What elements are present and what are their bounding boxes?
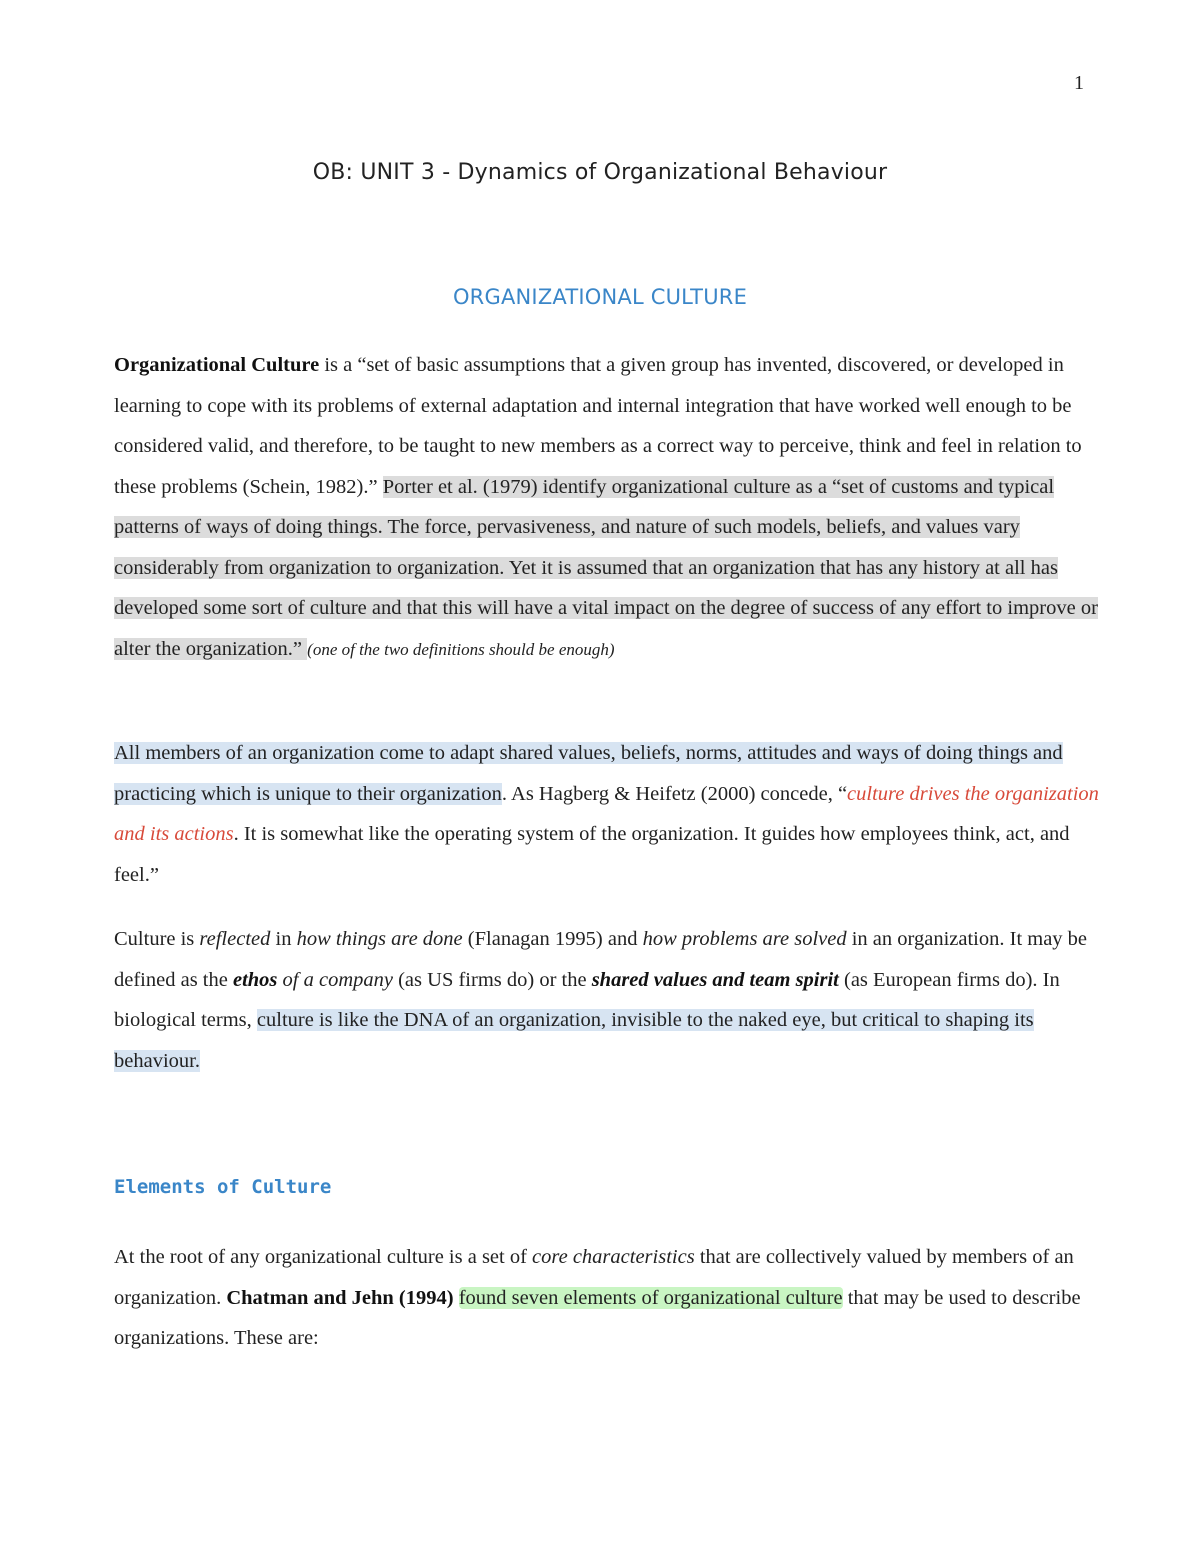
text-segment: that are collectively valued by members of an organization.	[114, 1246, 1074, 1309]
italic-how-problems-solved: how problems are solved	[642, 928, 847, 950]
section-heading: ORGANIZATIONAL CULTURE	[452, 285, 748, 309]
italic-of-a-company: of a company	[282, 968, 393, 991]
bold-chatman-jehn: Chatman and Jehn (1994)	[226, 1286, 454, 1309]
text-segment: in an organization. It may be defined as the	[114, 928, 1088, 991]
text-segment: in	[270, 928, 297, 950]
italic-core-characteristics: core characteristics	[532, 1246, 695, 1268]
operating-system-text: . It is somewhat like the operating system of the organization. It guides how employees think, act, and feel.”	[114, 823, 1070, 886]
page-number: 1	[1074, 72, 1084, 94]
italic-how-things-done: how things are done	[296, 928, 463, 950]
schein-definition-text: is a “set of basic assumptions that a given group has invented, discovered, or developed in learning to cope with its problems of external adaptation and internal integration that have worked well enough to be considered valid, and therefore, to be taught to new members as a correct way to perceive, think and feel in relation to these problems (Schein, 1982).”	[114, 354, 1082, 498]
porter-definition-highlight: Porter et al. (1979) identify organizational culture as a “set of customs and typical patterns of ways of doing things. The force, pervasiveness, and nature of such models, beliefs, and values vary considerably from organization to organization. Yet it is assumed that an organization that has any history at all has developed some sort of culture and that this will have a vital impact on the degree of success of any effort to improve or alter the organization.”	[114, 475, 1098, 660]
hagberg-text: . As Hagberg & Heifetz (2000) concede, “	[501, 782, 848, 805]
term-organizational-culture: Organizational Culture	[114, 354, 320, 376]
document-title: OB: UNIT 3 - Dynamics of Organizational Behaviour	[312, 160, 888, 185]
text-segment: Culture is	[114, 928, 200, 950]
text-segment: (as US firms do) or the	[392, 968, 592, 991]
seven-elements-highlight: found seven elements of organizational culture	[458, 1286, 843, 1309]
text-segment	[454, 1287, 459, 1309]
paragraph-definition	[114, 345, 1104, 670]
culture-drives-quote: culture drives the organization and its actions	[114, 782, 1099, 845]
text-segment: At the root of any organizational culture is a set of	[114, 1246, 533, 1268]
text-segment: that may be used to describe organizations. These are:	[114, 1286, 1081, 1349]
dna-highlight: culture is like the DNA of an organization, invisible to the naked eye, but critical to shaping its behaviour.	[114, 1009, 1034, 1072]
paragraph-core-characteristics	[114, 1237, 1104, 1359]
elements-of-culture-heading: Elements of Culture	[114, 1176, 332, 1198]
definition-note: (one of the two definitions should be enough)	[307, 639, 615, 659]
shared-values-highlight: All members of an organization come to adapt shared values, beliefs, norms, attitudes and ways of doing things and practicing which is unique to their organization	[114, 742, 1063, 805]
text-segment: (Flanagan 1995) and	[462, 928, 643, 950]
italic-reflected: reflected	[199, 928, 271, 950]
bold-italic-ethos: ethos	[232, 968, 278, 991]
text-segment: (as European firms do). In biological terms,	[114, 968, 1060, 1031]
bold-italic-shared-values: shared values and team spirit	[591, 968, 839, 991]
paragraph-culture-reflected	[114, 919, 1104, 1081]
paragraph-shared-values	[114, 733, 1104, 895]
